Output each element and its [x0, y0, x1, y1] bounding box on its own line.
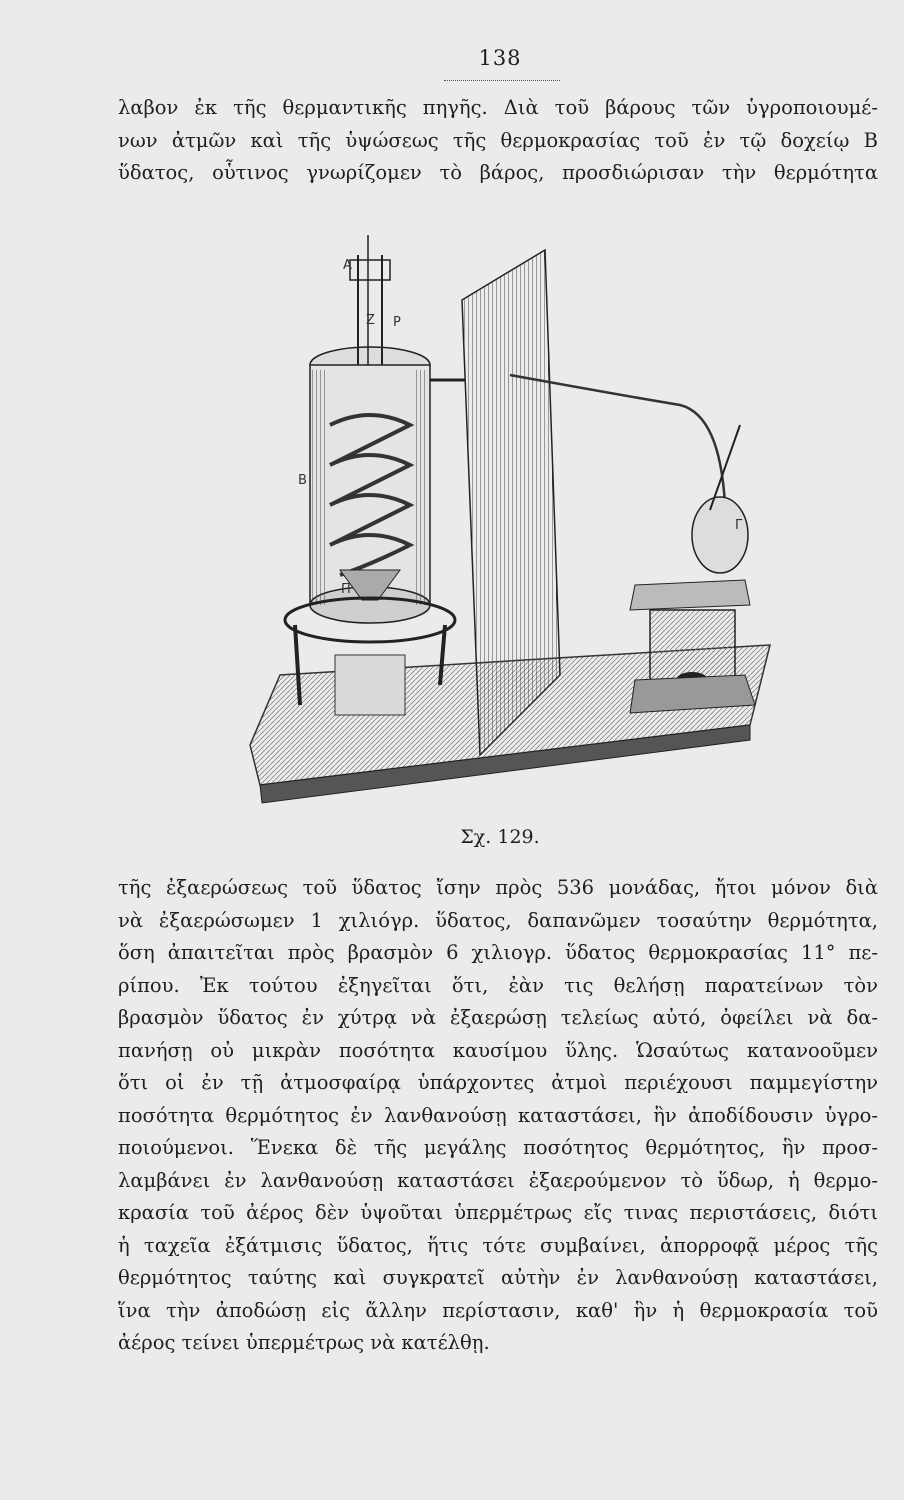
- text-line: πανήσῃ οὐ μικρὰν ποσότητα καυσίμου ὕλης. Ὡσαύτως κατανοοῦμεν: [118, 1038, 878, 1062]
- label-b: Β: [298, 473, 307, 488]
- boiling-flask: [692, 497, 748, 573]
- text-line: λαβον ἐκ τῆς θερμαντικῆς πηγῆς. Διὰ τοῦ βάρους τῶν ὑγροποιουμέ-: [118, 96, 878, 119]
- text-line: ποσότητα θερμότητος ἐν λανθανούσῃ καταστάσει, ἣν ἀποδίδουσιν ὑγρο-: [118, 1103, 878, 1127]
- text-line: βρασμὸν ὕδατος ἐν χύτρᾳ νὰ ἐξαερώσῃ τελείως αὐτό, ὀφείλει νὰ δα-: [118, 1006, 878, 1029]
- apparatus-illustration: [240, 225, 780, 815]
- text-line: νὰ ἐξαερώσωμεν 1 χιλιόγρ. ὕδατος, δαπανῶμεν τοσαύτην θερμότητα,: [118, 908, 878, 932]
- text-line: ὅση ἀπαιτεῖται πρὸς βρασμὸν 6 χιλιογρ. ὕδατος θερμοκρασίας 11° πε-: [118, 941, 878, 964]
- text-line: ποιούμενοι. Ἕνεκα δὲ τῆς μεγάλης ποσότητος θερμότητος, ἣν προσ-: [118, 1136, 878, 1159]
- text-line: κρασία τοῦ ἀέρος δὲν ὑψοῦται ὑπερμέτρως εἴς τινας περιστάσεις, διότι: [118, 1201, 878, 1224]
- text-line: νων ἀτμῶν καὶ τῆς ὑψώσεως τῆς θερμοκρασίας τοῦ ἐν τῷ δοχείῳ Β: [118, 128, 878, 152]
- screen-panel: [462, 250, 560, 755]
- text-line: ἡ ταχεῖα ἐξάτμισις ὕδατος, ἥτις τότε συμβαίνει, ἀπορροφᾷ μέρος τῆς: [118, 1233, 878, 1257]
- figure-caption: Σχ. 129.: [460, 826, 540, 848]
- stove: [650, 610, 735, 680]
- text-line: θερμότητος ταύτης καὶ συγκρατεῖ αὐτὴν ἐν λανθανούσῃ καταστάσει,: [118, 1266, 878, 1289]
- label-z: Ζ: [366, 313, 375, 328]
- label-a: Α: [343, 258, 352, 273]
- top-paragraph: [118, 92, 878, 190]
- label-gamma: Γ: [735, 518, 743, 533]
- header-rule: [444, 80, 560, 81]
- apparatus-engraving: [240, 225, 780, 815]
- text-line: ἀέρος τείνει ὑπερμέτρως νὰ κατέλθῃ.: [118, 1331, 490, 1354]
- text-line: τῆς ἐξαερώσεως τοῦ ὕδατος ἴσην πρὸς 536 μονάδας, ἤτοι μόνον διὰ: [118, 876, 878, 899]
- text-line: ὅτι οἱ ἐν τῇ ἀτμοσφαίρᾳ ὑπάρχοντες ἀτμοὶ περιέχουσι παμμεγίστην: [118, 1071, 878, 1094]
- page-number: 138: [478, 46, 522, 70]
- text-line: ρίπου. Ἐκ τούτου ἐξηγεῖται ὅτι, ἐὰν τις θελήσῃ παρατείνων τὸν: [118, 973, 878, 997]
- label-p: Ρ: [393, 315, 401, 330]
- text-line: λαμβάνει ἐν λανθανούσῃ καταστάσει ἐξαερούμενον τὸ ὕδωρ, ἡ θερμο-: [118, 1168, 878, 1192]
- text-line: ἵνα τὴν ἀποδώσῃ εἰς ἄλλην περίστασιν, καθ' ἣν ἡ θερμοκρασία τοῦ: [118, 1298, 878, 1322]
- text-line: ὕδατος, οὗτινος γνωρίζομεν τὸ βάρος, προσδιώρισαν τὴν θερμότητα: [118, 161, 878, 184]
- label-pi: Π: [341, 582, 351, 597]
- bottom-paragraph: [118, 872, 878, 1360]
